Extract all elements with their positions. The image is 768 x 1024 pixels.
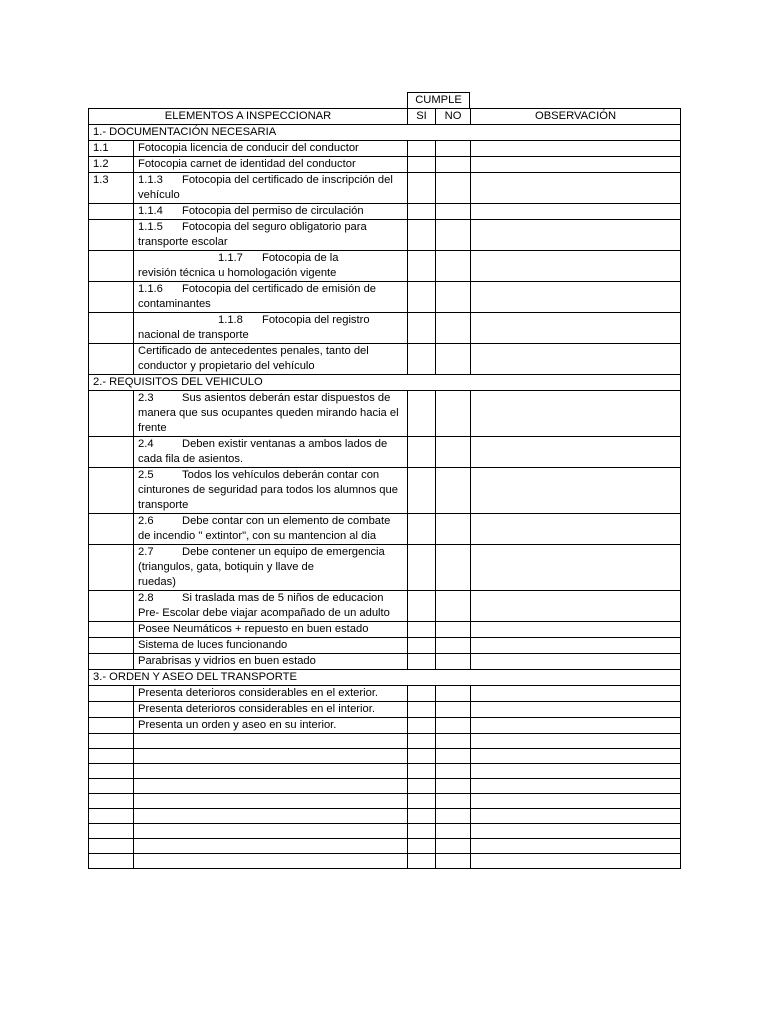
row-item: [134, 220, 408, 251]
row-number: [89, 591, 134, 622]
row-item-text: Presenta un orden y aseo en su interior.: [134, 718, 408, 734]
empty-cell[interactable]: [134, 779, 408, 794]
observation-cell[interactable]: [471, 437, 681, 468]
table-row: [89, 220, 681, 251]
row-item-text: Posee Neumáticos + repuesto en buen estado: [134, 622, 408, 638]
empty-row: [89, 809, 681, 824]
row-number: [89, 313, 134, 344]
no-cell[interactable]: [436, 622, 471, 638]
section-row: [89, 125, 681, 141]
table-row: [89, 622, 681, 638]
row-number: [89, 204, 134, 220]
row-item: [134, 591, 408, 622]
row-number: [89, 437, 134, 468]
no-cell[interactable]: [436, 220, 471, 251]
si-cell[interactable]: [408, 313, 436, 344]
item-code: 2.5: [138, 469, 154, 481]
table-row: [89, 718, 681, 734]
row-item: [134, 468, 408, 514]
empty-cell[interactable]: [471, 809, 681, 824]
row-item-text: Presenta deterioros considerables en el exterior.: [134, 686, 408, 702]
table-row: [89, 282, 681, 313]
row-item: [134, 514, 408, 545]
empty-cell[interactable]: [89, 839, 134, 854]
observation-cell[interactable]: [471, 204, 681, 220]
si-cell[interactable]: [408, 702, 436, 718]
no-cell[interactable]: [436, 141, 471, 157]
table-row: [89, 173, 681, 204]
no-cell[interactable]: [436, 437, 471, 468]
si-cell[interactable]: [408, 622, 436, 638]
table-row: [89, 654, 681, 670]
empty-cell[interactable]: [436, 809, 471, 824]
empty-cell[interactable]: [408, 779, 436, 794]
row-item-text: Debe contener un equipo de emergencia (triangulos, gata, botiquin y llave de: [138, 546, 385, 573]
empty-cell[interactable]: [134, 794, 408, 809]
section-row: [89, 375, 681, 391]
no-header: NO: [436, 109, 471, 125]
no-cell[interactable]: [436, 545, 471, 591]
empty-cell[interactable]: [436, 779, 471, 794]
si-cell[interactable]: [408, 654, 436, 670]
item-code: 1.1.4: [138, 205, 163, 217]
no-cell[interactable]: [436, 157, 471, 173]
empty-cell[interactable]: [436, 764, 471, 779]
inspection-table: [88, 108, 681, 869]
empty-cell[interactable]: [436, 794, 471, 809]
empty-row: [89, 824, 681, 839]
row-number: [89, 622, 134, 638]
empty-cell[interactable]: [408, 809, 436, 824]
row-number: [89, 702, 134, 718]
row-item-text: Fotocopia del certificado de emisión de contaminantes: [138, 283, 377, 310]
item-code: 1.1.8: [218, 314, 243, 326]
si-cell[interactable]: [408, 173, 436, 204]
si-cell[interactable]: [408, 545, 436, 591]
row-item-text-continued: ruedas): [138, 576, 176, 588]
row-item: [134, 545, 408, 591]
row-item-text: Fotocopia del certificado de inscripción del vehículo: [138, 174, 393, 201]
si-cell[interactable]: [408, 251, 436, 282]
empty-row: [89, 854, 681, 869]
si-cell[interactable]: [408, 591, 436, 622]
table-row: [89, 638, 681, 654]
table-row: [89, 157, 681, 173]
item-code: 2.8: [138, 592, 154, 604]
observation-cell[interactable]: [471, 391, 681, 437]
item-code: 1.1.5: [138, 221, 163, 233]
empty-row: [89, 779, 681, 794]
no-cell[interactable]: [436, 654, 471, 670]
si-cell[interactable]: [408, 468, 436, 514]
si-cell[interactable]: [408, 344, 436, 375]
observation-cell[interactable]: [471, 514, 681, 545]
empty-cell[interactable]: [134, 854, 408, 869]
elementos-header: ELEMENTOS A INSPECCIONAR: [89, 109, 408, 125]
row-item-text: Deben existir ventanas a ambos lados de cada fila de asientos.: [138, 438, 388, 465]
cumple-header: CUMPLE: [407, 92, 470, 108]
observation-cell[interactable]: [471, 344, 681, 375]
no-cell[interactable]: [436, 591, 471, 622]
row-item-text: Fotocopia licencia de conducir del conductor: [134, 141, 408, 157]
section-row: [89, 670, 681, 686]
empty-cell[interactable]: [408, 839, 436, 854]
row-item: [134, 282, 408, 313]
table-row: [89, 141, 681, 157]
row-number: [89, 718, 134, 734]
row-item-text: Si traslada mas de 5 niños de educacion Pre- Escolar debe viajar acompañado de un adulto: [138, 592, 390, 619]
empty-cell[interactable]: [408, 734, 436, 749]
no-cell[interactable]: [436, 251, 471, 282]
row-number: [89, 282, 134, 313]
row-item-text: Fotocopia de la: [262, 252, 339, 264]
no-cell[interactable]: [436, 468, 471, 514]
no-cell[interactable]: [436, 391, 471, 437]
empty-cell[interactable]: [408, 824, 436, 839]
row-number: [89, 220, 134, 251]
si-cell[interactable]: [408, 437, 436, 468]
empty-cell[interactable]: [89, 749, 134, 764]
row-item-text: Sus asientos deberán estar dispuestos de manera que sus ocupantes queden mirando hacia el frente: [138, 392, 399, 434]
section-title-requisitos: 2.- REQUISITOS DEL VEHICULO: [89, 375, 681, 391]
row-item-text: Debe contar con un elemento de combate de incendio " extintor", con su mantencion al dia: [138, 515, 391, 542]
table-row: [89, 545, 681, 591]
empty-cell[interactable]: [408, 764, 436, 779]
empty-cell[interactable]: [89, 779, 134, 794]
row-item-text: Fotocopia carnet de identidad del conductor: [134, 157, 408, 173]
row-item: [134, 251, 408, 282]
observation-cell[interactable]: [471, 157, 681, 173]
empty-cell[interactable]: [408, 854, 436, 869]
observation-cell[interactable]: [471, 702, 681, 718]
table-row: [89, 702, 681, 718]
row-number: [89, 686, 134, 702]
no-cell[interactable]: [436, 702, 471, 718]
row-number: 1.2: [89, 157, 134, 173]
row-item-text: Fotocopia del registro: [262, 314, 370, 326]
observation-cell[interactable]: [471, 220, 681, 251]
table-row: [89, 514, 681, 545]
row-number: 1.1: [89, 141, 134, 157]
item-code: 2.3: [138, 392, 154, 404]
empty-cell[interactable]: [471, 854, 681, 869]
empty-cell[interactable]: [89, 824, 134, 839]
empty-row: [89, 749, 681, 764]
table-row: [89, 391, 681, 437]
row-number: [89, 545, 134, 591]
row-number: [89, 251, 134, 282]
observacion-header: OBSERVACIÓN: [471, 109, 681, 125]
row-number: [89, 654, 134, 670]
row-number: [89, 638, 134, 654]
observation-cell[interactable]: [471, 686, 681, 702]
table-row: [89, 344, 681, 375]
empty-cell[interactable]: [471, 734, 681, 749]
empty-row: [89, 734, 681, 749]
row-item: [134, 391, 408, 437]
empty-cell[interactable]: [436, 839, 471, 854]
empty-cell[interactable]: [134, 734, 408, 749]
row-item-text: Certificado de antecedentes penales, tanto del conductor y propietario del vehículo: [134, 344, 408, 375]
si-cell[interactable]: [408, 204, 436, 220]
table-row: [89, 437, 681, 468]
no-cell[interactable]: [436, 173, 471, 204]
empty-cell[interactable]: [408, 794, 436, 809]
row-number: [89, 514, 134, 545]
row-number: [89, 391, 134, 437]
item-code: 1.1.7: [218, 252, 243, 264]
empty-cell[interactable]: [134, 749, 408, 764]
row-item-text: Todos los vehículos deberán contar con cinturones de seguridad para todos los alumnos que transporte: [138, 469, 398, 511]
table-row: [89, 686, 681, 702]
si-cell[interactable]: [408, 686, 436, 702]
row-item: [134, 313, 408, 344]
item-code: 2.4: [138, 438, 154, 450]
no-cell[interactable]: [436, 718, 471, 734]
si-cell[interactable]: [408, 157, 436, 173]
observation-cell[interactable]: [471, 545, 681, 591]
empty-cell[interactable]: [436, 734, 471, 749]
empty-cell[interactable]: [408, 749, 436, 764]
si-cell[interactable]: [408, 391, 436, 437]
empty-cell[interactable]: [471, 824, 681, 839]
observation-cell[interactable]: [471, 282, 681, 313]
row-item-text-continued: nacional de transporte: [138, 329, 249, 341]
observation-cell[interactable]: [471, 654, 681, 670]
si-cell[interactable]: [408, 514, 436, 545]
item-code: 1.1.6: [138, 283, 163, 295]
no-cell[interactable]: [436, 514, 471, 545]
empty-cell[interactable]: [89, 734, 134, 749]
section-title-documentacion: 1.- DOCUMENTACIÓN NECESARIA: [89, 125, 681, 141]
empty-row: [89, 794, 681, 809]
empty-cell[interactable]: [471, 794, 681, 809]
row-item-text-continued: revisión técnica u homologación vigente: [138, 267, 337, 279]
row-item-text: Parabrisas y vidrios en buen estado: [134, 654, 408, 670]
observation-cell[interactable]: [471, 638, 681, 654]
row-number: [89, 468, 134, 514]
empty-cell[interactable]: [134, 824, 408, 839]
row-number: 1.3: [89, 173, 134, 204]
observation-cell[interactable]: [471, 173, 681, 204]
table-row: [89, 468, 681, 514]
empty-cell[interactable]: [89, 854, 134, 869]
empty-cell[interactable]: [134, 839, 408, 854]
row-item: [134, 437, 408, 468]
observation-cell[interactable]: [471, 313, 681, 344]
no-cell[interactable]: [436, 638, 471, 654]
item-code: 2.7: [138, 546, 154, 558]
table-row: [89, 591, 681, 622]
row-number: [89, 344, 134, 375]
item-code: 1.1.3: [138, 174, 163, 186]
header-row: [89, 109, 681, 125]
item-code: 2.6: [138, 515, 154, 527]
si-cell[interactable]: [408, 638, 436, 654]
observation-cell[interactable]: [471, 591, 681, 622]
empty-cell[interactable]: [471, 764, 681, 779]
si-cell[interactable]: [408, 718, 436, 734]
empty-cell[interactable]: [471, 749, 681, 764]
empty-cell[interactable]: [89, 809, 134, 824]
empty-cell[interactable]: [89, 794, 134, 809]
no-cell[interactable]: [436, 204, 471, 220]
si-cell[interactable]: [408, 141, 436, 157]
empty-cell[interactable]: [134, 809, 408, 824]
empty-cell[interactable]: [471, 779, 681, 794]
table-row: [89, 313, 681, 344]
row-item-text: Sistema de luces funcionando: [134, 638, 408, 654]
observation-cell[interactable]: [471, 718, 681, 734]
si-cell[interactable]: [408, 220, 436, 251]
empty-cell[interactable]: [436, 824, 471, 839]
empty-row: [89, 839, 681, 854]
empty-cell[interactable]: [89, 764, 134, 779]
si-header: SI: [408, 109, 436, 125]
row-item-text: Presenta deterioros considerables en el interior.: [134, 702, 408, 718]
table-row: [89, 251, 681, 282]
row-item: [134, 173, 408, 204]
no-cell[interactable]: [436, 282, 471, 313]
si-cell[interactable]: [408, 282, 436, 313]
empty-cell[interactable]: [436, 854, 471, 869]
empty-cell[interactable]: [471, 839, 681, 854]
observation-cell[interactable]: [471, 251, 681, 282]
observation-cell[interactable]: [471, 141, 681, 157]
table-row: [89, 204, 681, 220]
no-cell[interactable]: [436, 686, 471, 702]
empty-row: [89, 764, 681, 779]
row-item-text: Fotocopia del permiso de circulación: [182, 205, 364, 217]
no-cell[interactable]: [436, 313, 471, 344]
observation-cell[interactable]: [471, 622, 681, 638]
empty-cell[interactable]: [436, 749, 471, 764]
section-title-orden-aseo: 3.- ORDEN Y ASEO DEL TRANSPORTE: [89, 670, 681, 686]
empty-cell[interactable]: [134, 764, 408, 779]
no-cell[interactable]: [436, 344, 471, 375]
observation-cell[interactable]: [471, 468, 681, 514]
row-item: [134, 204, 408, 220]
row-item-text: Fotocopia del seguro obligatorio para transporte escolar: [138, 221, 367, 248]
